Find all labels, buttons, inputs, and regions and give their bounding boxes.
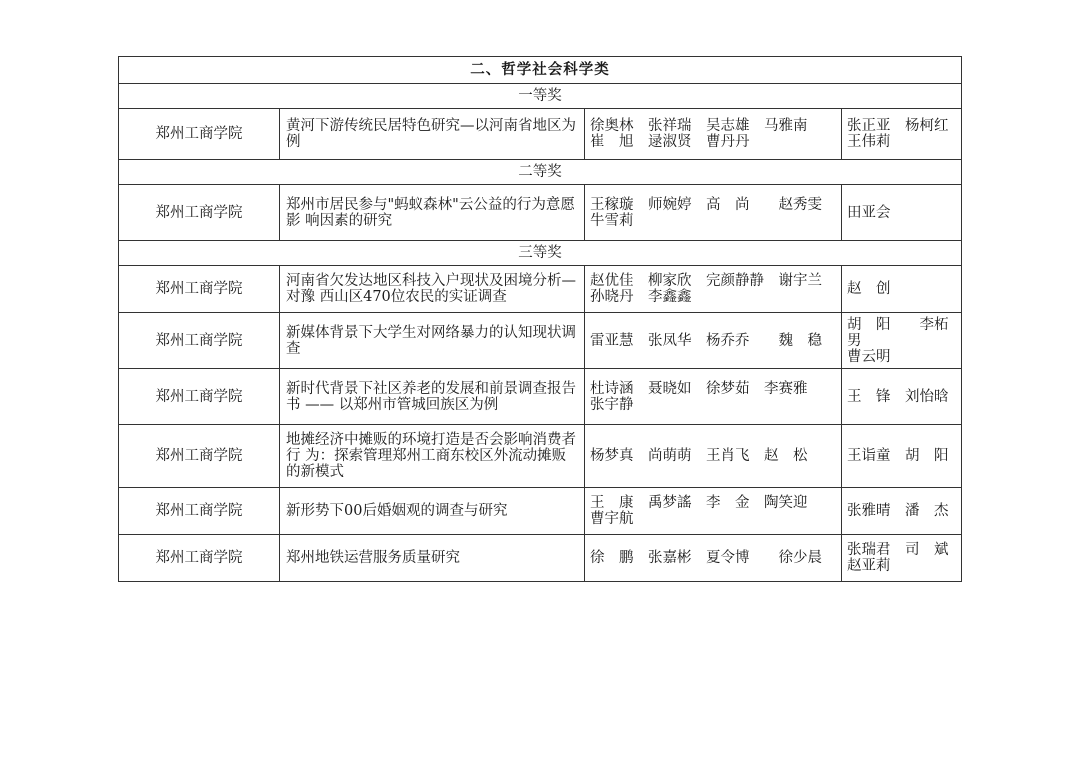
members-cell: 王稼璇 师婉婷 高 尚 赵秀雯 牛雪莉 <box>585 185 842 241</box>
members-cell: 杨梦真 尚萌萌 王肖飞 赵 松 <box>585 425 842 488</box>
school-cell: 郑州工商学院 <box>119 369 280 425</box>
advisors-cell: 王 锋 刘怡晗 <box>842 369 962 425</box>
award-level-first: 一等奖 <box>119 84 962 109</box>
advisors-cell: 田亚会 <box>842 185 962 241</box>
award-table <box>118 56 962 582</box>
school-cell: 郑州工商学院 <box>119 535 280 582</box>
table-row <box>119 109 962 160</box>
school-cell: 郑州工商学院 <box>119 313 280 369</box>
advisors-cell: 胡 阳 李柘男 曹云明 <box>842 313 962 369</box>
school-cell: 郑州工商学院 <box>119 185 280 241</box>
advisors-cell: 张雅晴 潘 杰 <box>842 488 962 535</box>
award-level-row <box>119 84 962 109</box>
school-cell: 郑州工商学院 <box>119 266 280 313</box>
members-cell: 徐 鹏 张嘉彬 夏令博 徐少晨 <box>585 535 842 582</box>
project-cell: 新时代背景下社区养老的发展和前景调查报告书 —— 以郑州市管城回族区为例 <box>280 369 585 425</box>
project-cell: 郑州市居民参与"蚂蚁森林"云公益的行为意愿影 响因素的研究 <box>280 185 585 241</box>
advisors-cell: 赵 创 <box>842 266 962 313</box>
table-row <box>119 266 962 313</box>
school-cell: 郑州工商学院 <box>119 488 280 535</box>
project-cell: 黄河下游传统民居特色研究—以河南省地区为例 <box>280 109 585 160</box>
advisors-cell: 张瑞君 司 斌 赵亚莉 <box>842 535 962 582</box>
advisors-cell: 张正亚 杨柯红 王伟莉 <box>842 109 962 160</box>
advisors-cell: 王诣童 胡 阳 <box>842 425 962 488</box>
table-row <box>119 535 962 582</box>
table-row <box>119 185 962 241</box>
table-row <box>119 488 962 535</box>
table-row <box>119 313 962 369</box>
table-row <box>119 425 962 488</box>
school-cell: 郑州工商学院 <box>119 109 280 160</box>
award-level-second: 二等奖 <box>119 160 962 185</box>
award-level-row <box>119 241 962 266</box>
members-cell: 赵优佳 柳家欣 完颜静静 谢宇兰 孙晓丹 李鑫鑫 <box>585 266 842 313</box>
members-cell: 徐奥林 张祥瑞 吴志雄 马雅南 崔 旭 逯淑贤 曹丹丹 <box>585 109 842 160</box>
section-title-row <box>119 57 962 84</box>
section-title: 二、哲学社会科学类 <box>119 57 962 84</box>
members-cell: 雷亚慧 张凤华 杨乔乔 魏 稳 <box>585 313 842 369</box>
members-cell: 杜诗涵 聂晓如 徐梦茹 李赛雅 张宇静 <box>585 369 842 425</box>
project-cell: 新形势下00后婚姻观的调查与研究 <box>280 488 585 535</box>
project-cell: 地摊经济中摊贩的环境打造是否会影响消费者行 为：探索管理郑州工商东校区外流动摊贩的新模式 <box>280 425 585 488</box>
project-cell: 河南省欠发达地区科技入户现状及困境分析—对豫 西山区470位农民的实证调查 <box>280 266 585 313</box>
table-row <box>119 369 962 425</box>
project-cell: 新媒体背景下大学生对网络暴力的认知现状调查 <box>280 313 585 369</box>
members-cell: 王 康 禹梦謠 李 金 陶笑迎 曹宇航 <box>585 488 842 535</box>
award-level-third: 三等奖 <box>119 241 962 266</box>
project-cell: 郑州地铁运营服务质量研究 <box>280 535 585 582</box>
school-cell: 郑州工商学院 <box>119 425 280 488</box>
award-level-row <box>119 160 962 185</box>
